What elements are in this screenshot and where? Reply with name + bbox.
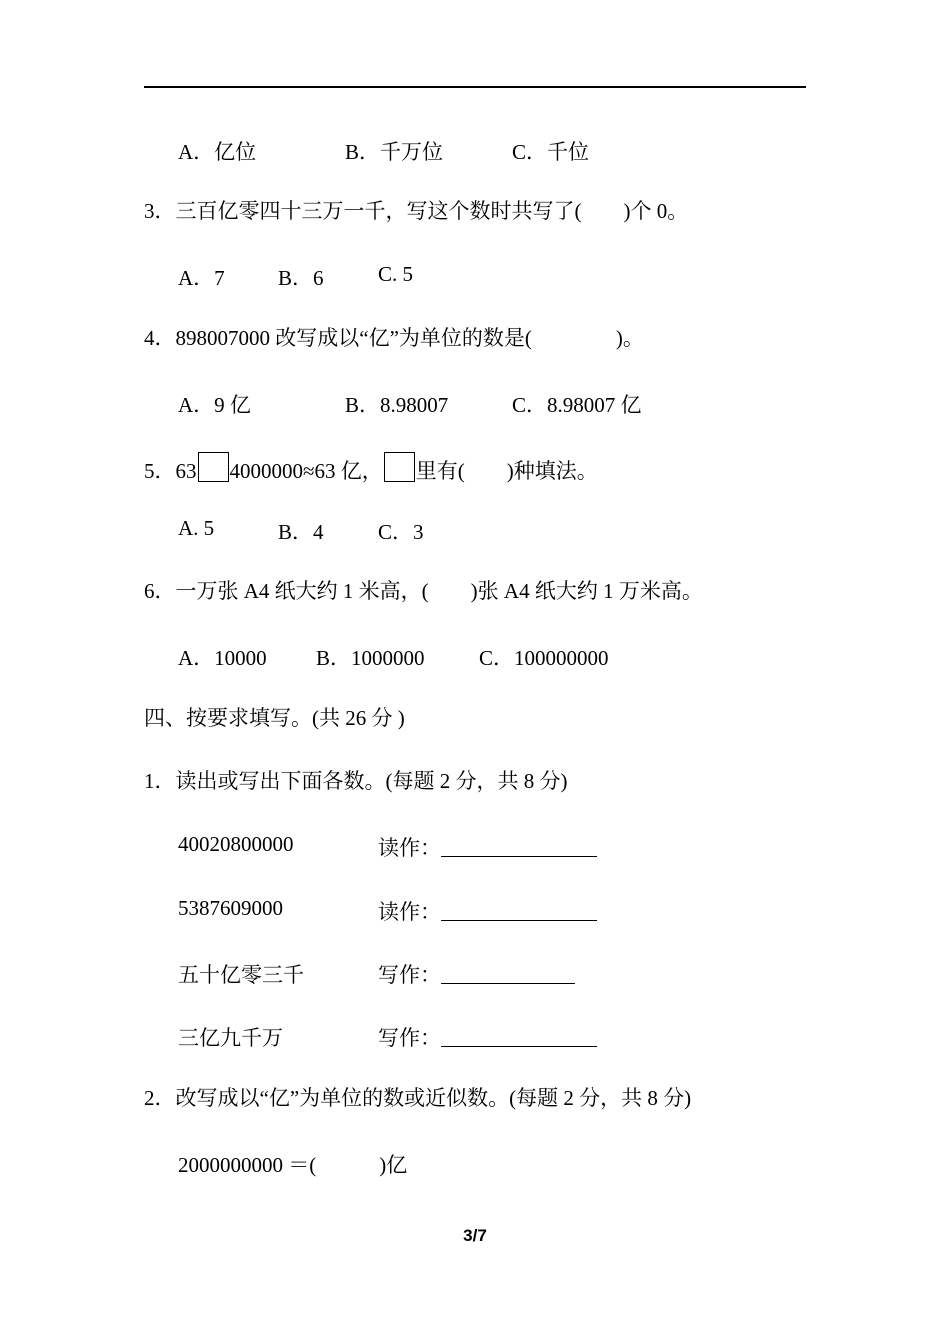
q5-option-a: A. 5 (178, 516, 215, 540)
section-4-question-1: 1．读出或写出下面各数。(每题 2 分，共 8 分) (144, 769, 568, 793)
q4-option-b: B．8.98007 (345, 393, 449, 417)
page-number: 3/7 (463, 1226, 487, 1245)
q6-option-a: A．10000 (178, 646, 267, 670)
s4q1-item-4: 三亿九千万 (178, 1026, 283, 1050)
s4q1-label-2: 读作： (378, 896, 597, 926)
question-6: 6．一万张 A4 纸大约 1 米高，( )张 A4 纸大约 1 万米高。 (144, 579, 703, 603)
q6-option-c: C．100000000 (479, 646, 609, 670)
s4q1-item-1: 40020800000 (178, 832, 294, 856)
answer-blank[interactable] (441, 900, 597, 921)
q3-option-a: A．7 (178, 266, 225, 290)
q6-option-b: B．1000000 (316, 646, 425, 670)
s4q1-item-2: 5387609000 (178, 896, 283, 920)
q2-option-b: B．千万位 (345, 140, 444, 164)
header-rule (144, 86, 806, 88)
q5-prefix: 5．63 (144, 459, 197, 483)
q2-option-a: A．亿位 (178, 140, 257, 164)
question-3: 3．三百亿零四十三万一千，写这个数时共写了( )个 0。 (144, 199, 689, 223)
q5-option-c: C．3 (378, 520, 424, 544)
q2-option-c: C．千位 (512, 140, 590, 164)
section-4-title: 四、按要求填写。(共 26 分 ) (144, 706, 405, 730)
answer-blank[interactable] (441, 1026, 597, 1047)
q3-option-b: B．6 (278, 266, 324, 290)
q3-option-c: C. 5 (378, 262, 414, 286)
q4-option-a: A．9 亿 (178, 393, 251, 417)
question-5 (144, 452, 598, 483)
answer-blank[interactable] (441, 963, 575, 984)
q5-mid: 4000000≈63 亿， (229, 459, 383, 483)
s4q1-label-1: 读作： (378, 832, 597, 862)
q5-box-symbol (384, 452, 415, 482)
q5-suffix: 里有( )种填法。 (415, 459, 598, 483)
question-4: 4．898007000 改写成以“亿”为单位的数是( )。 (144, 326, 644, 350)
q4-option-c: C．8.98007 亿 (512, 393, 642, 417)
q5-option-b: B．4 (278, 520, 324, 544)
s4q1-item-3: 五十亿零三千 (178, 963, 304, 987)
q5-blank-box (198, 452, 229, 482)
s4q1-label-3: 写作： (378, 959, 575, 989)
s4q2-expression: 2000000000 ＝( )亿 (178, 1153, 408, 1177)
s4q1-label-4: 写作： (378, 1022, 597, 1052)
answer-blank[interactable] (441, 836, 597, 857)
section-4-question-2: 2．改写成以“亿”为单位的数或近似数。(每题 2 分，共 8 分) (144, 1086, 692, 1110)
